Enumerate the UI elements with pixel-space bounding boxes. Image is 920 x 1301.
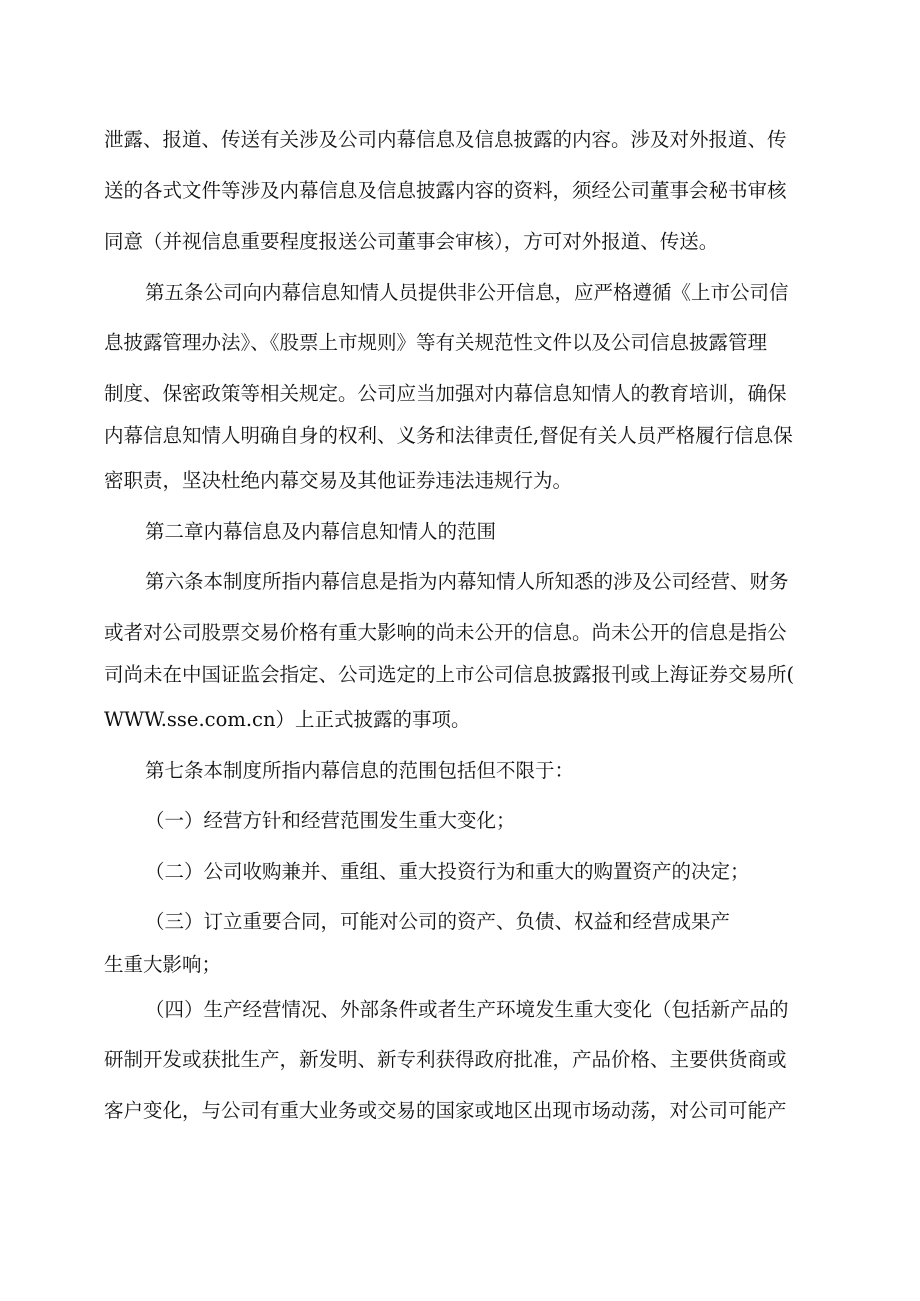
paragraph-first-line [0,279,920,307]
paragraph-first-line [0,568,920,596]
text-line [0,177,920,205]
text-line [0,1097,920,1125]
line-text: 泄露、报道、传送有关涉及公司内幕信息及信息披露的内容。涉及对外报道、传 [104,128,787,151]
text-line [0,126,920,154]
text-line [0,422,920,450]
text-line [0,951,920,979]
list-item [0,996,920,1024]
line-text: 生重大影响； [104,953,222,976]
line-text: 息披露管理办法》、《股票上市规则》等有关规范性文件以及公司信息披露管理 [104,331,768,354]
list-item [0,807,920,835]
text-line [0,661,920,689]
line-text: 送的各式文件等涉及内幕信息及信息披露内容的资料，须经公司董事会秘书审核 [104,179,787,202]
text-line [0,380,920,408]
text-line [0,619,920,647]
line-text: 制度、保密政策等相关规定。公司应当加强对内幕信息知情人的教育培训，确保 [104,382,787,405]
text-line [0,228,920,256]
line-text: 第六条本制度所指内幕信息是指为内幕知情人所知悉的涉及公司经营、财务 [145,570,789,593]
text-line [0,467,920,495]
line-text: 第五条公司向内幕信息知情人员提供非公开信息，应严格遵循《上市公司信 [145,281,789,304]
line-text: （三）订立重要合同，可能对公司的资产、负债、权益和经营成果产 [145,910,731,933]
line-text: （二）公司收购兼并、重组、重大投资行为和重大的购置资产的决定； [145,860,750,883]
line-text: 第七条本制度所指内幕信息的范围包括但不限于： [145,759,575,782]
line-text: 司尚未在中国证监会指定、公司选定的上市公司信息披露报刊或上海证券交易所( [104,663,795,686]
text-line [0,329,920,357]
text-line [0,706,920,734]
line-text: 内幕信息知情人明确自身的权利、义务和法律责任,督促有关人员严格履行信息保 [104,424,793,447]
list-item [0,908,920,936]
line-text: （一）经营方针和经营范围发生重大变化； [145,809,516,832]
line-text: 研制开发或获批生产，新发明、新专利获得政府批准，产品价格、主要供货商或 [104,1048,787,1071]
line-text: 客户变化，与公司有重大业务或交易的国家或地区出现市场动荡，对公司可能产 [104,1099,787,1122]
line-text: 同意（并视信息重要程度报送公司董事会审核），方可对外报道、传送。 [104,230,719,253]
line-text: WWW.sse.com.cn）上正式披露的事项。 [104,708,471,731]
text-line [0,1046,920,1074]
list-item [0,858,920,886]
paragraph-first-line [0,757,920,785]
line-text: 或者对公司股票交易价格有重大影响的尚未公开的信息。尚未公开的信息是指公 [104,621,787,644]
line-text: 第二章内幕信息及内幕信息知情人的范围 [145,520,497,543]
line-text: （四）生产经营情况、外部条件或者生产环境发生重大变化（包括新产品的 [145,998,789,1021]
line-text: 密职责，坚决杜绝内幕交易及其他证券违法违规行为。 [104,469,573,492]
chapter-heading [0,518,920,546]
